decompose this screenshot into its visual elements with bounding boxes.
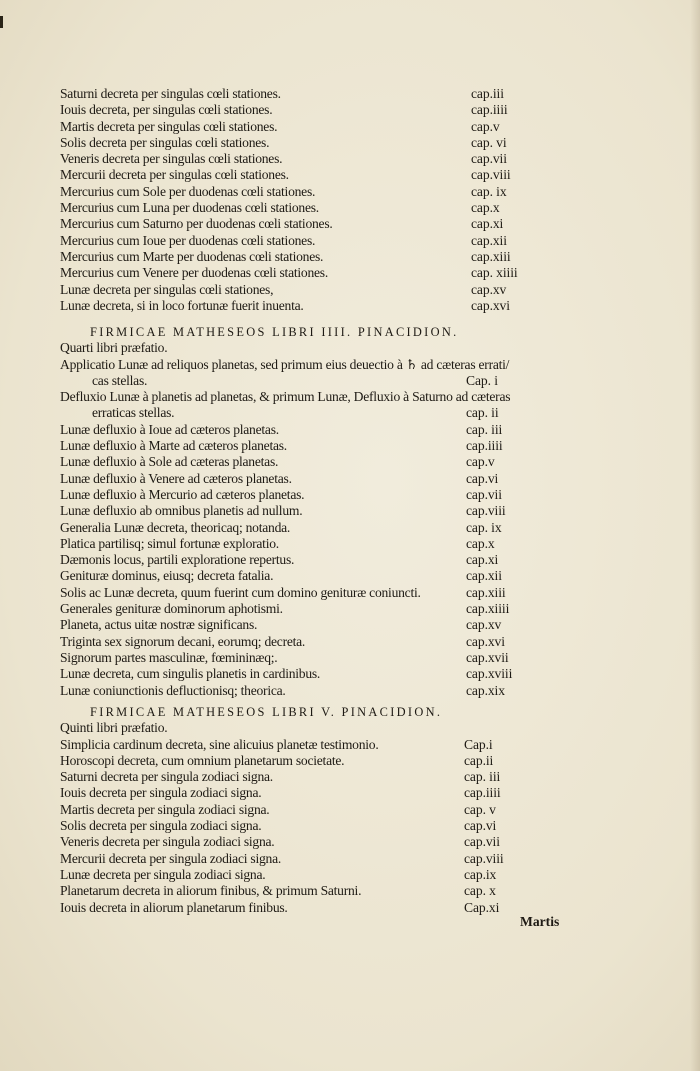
contents-entry xyxy=(0,405,700,421)
chapter-reference: cap.xix xyxy=(466,682,505,698)
chapter-reference: cap.vi xyxy=(466,470,499,486)
entry-title: Solis ac Lunæ decreta, quum fuerint cum domino genituræ coniuncti. xyxy=(60,584,421,600)
chapter-reference: Cap.xi xyxy=(464,899,500,915)
contents-entry xyxy=(0,585,700,601)
chapter-reference: cap.iiii xyxy=(471,102,508,118)
entry-title: Mercurius cum Venere per duodenas cœli stationes. xyxy=(60,265,328,281)
preface-line xyxy=(0,340,700,356)
entry-title: Signorum partes masculinæ, fœmininæq;. xyxy=(60,649,278,665)
contents-entry xyxy=(0,422,700,438)
entry-title: Platica partilisq; simul fortunæ exploratio. xyxy=(60,535,279,551)
chapter-reference: cap.iii xyxy=(471,86,504,101)
chapter-reference: cap.xv xyxy=(471,281,507,297)
chapter-reference: Cap.i xyxy=(464,736,493,752)
chapter-reference: cap.x xyxy=(466,535,495,551)
entry-title: Mercurius cum Saturno per duodenas cœli stationes. xyxy=(60,216,333,232)
chapter-reference: cap.x xyxy=(471,200,500,216)
entry-title: Generales genituræ dominorum aphotismi. xyxy=(60,601,283,617)
contents-entry xyxy=(0,357,700,373)
contents-entry xyxy=(0,634,700,650)
chapter-reference: cap.xii xyxy=(471,232,507,248)
section-heading xyxy=(0,704,700,720)
contents-entry xyxy=(0,617,700,633)
contents-entry xyxy=(0,471,700,487)
entry-title: Veneris decreta per singula zodiaci signa. xyxy=(60,834,275,850)
contents-section-liber-v xyxy=(0,704,700,916)
preface-text: Quinti libri præfatio. xyxy=(60,720,168,736)
entry-title: Defluxio Lunæ à planetis ad planetas, & primum Lunæ, Defluxio à Saturno ad cæteras xyxy=(60,389,511,405)
contents-entry xyxy=(0,769,700,785)
contents-entry xyxy=(0,683,700,699)
contents-entry xyxy=(0,834,700,850)
entry-title: Applicatio Lunæ ad reliquos planetas, sed primum eius deuectio à ♄ ad cæteras errati/ xyxy=(60,356,510,372)
chapter-reference: cap. xiiii xyxy=(471,265,518,281)
contents-list xyxy=(0,357,700,699)
chapter-reference: cap.xvii xyxy=(466,649,509,665)
preface-text: Quarti libri præfatio. xyxy=(60,340,168,356)
contents-entry xyxy=(0,851,700,867)
chapter-reference: cap.xi xyxy=(471,216,504,232)
chapter-reference: cap.viii xyxy=(466,503,506,519)
entry-title: Mercurius cum Sole per duodenas cœli stationes. xyxy=(60,183,316,199)
chapter-reference: cap. x xyxy=(464,883,496,899)
chapter-reference: cap. vi xyxy=(471,134,507,150)
entry-title: Iouis decreta per singula zodiaci signa. xyxy=(60,785,262,801)
chapter-reference: cap.xi xyxy=(466,552,499,568)
entry-title: Triginta sex signorum decani, eorumq; decreta. xyxy=(60,633,306,649)
entry-title: Planetarum decreta in aliorum finibus, & primum Saturni. xyxy=(60,883,362,899)
chapter-reference: cap.xiii xyxy=(471,248,511,264)
heading-text: FIRMICAE MATHESEOS LIBRI V. PINACIDION. xyxy=(90,705,443,719)
contents-entry xyxy=(0,568,700,584)
contents-entry xyxy=(0,265,700,281)
contents-section-liber-iiii xyxy=(0,324,700,699)
contents-entry xyxy=(0,818,700,834)
entry-title: Veneris decreta per singulas cœli stationes. xyxy=(60,151,283,167)
contents-entry xyxy=(0,454,700,470)
entry-title: Mercurii decreta per singulas cœli stationes. xyxy=(60,167,289,183)
entry-title: Simplicia cardinum decreta, sine alicuius planetæ testimonio. xyxy=(60,736,379,752)
section-heading xyxy=(0,324,700,340)
entry-title: Dæmonis locus, partili exploratione repertus. xyxy=(60,552,295,568)
entry-title: Horoscopi decreta, cum omnium planetarum societate. xyxy=(60,752,345,768)
contents-entry xyxy=(0,135,700,151)
entry-title: Lunæ defluxio à Ioue ad cæteros planetas. xyxy=(60,421,279,437)
chapter-reference: Cap. i xyxy=(466,372,498,388)
chapter-reference: cap.viii xyxy=(471,167,511,183)
chapter-reference: cap.vii xyxy=(464,834,500,850)
contents-entry xyxy=(0,867,700,883)
entry-title: Mercurius cum Ioue per duodenas cœli stationes. xyxy=(60,232,316,248)
entry-title: Martis decreta per singula zodiaci signa. xyxy=(60,801,270,817)
binding-mark xyxy=(0,16,3,28)
chapter-reference: cap.xiiii xyxy=(466,601,510,617)
entry-title: Lunæ defluxio à Sole ad cæteras planetas. xyxy=(60,454,279,470)
entry-title: Saturni decreta per singula zodiaci signa. xyxy=(60,769,273,785)
contents-entry xyxy=(0,601,700,617)
contents-entry xyxy=(0,102,700,118)
chapter-reference: cap.vii xyxy=(471,151,507,167)
entry-title: Solis decreta per singula zodiaci signa. xyxy=(60,818,262,834)
contents-entry xyxy=(0,249,700,265)
heading-text: FIRMICAE MATHESEOS LIBRI IIII. PINACIDION. xyxy=(90,325,459,339)
entry-title: Lunæ decreta per singulas cœli stationes, xyxy=(60,281,274,297)
entry-title: Lunæ defluxio à Mercurio ad cæteros planetas. xyxy=(60,486,305,502)
contents-entry xyxy=(0,233,700,249)
contents-entry xyxy=(0,883,700,899)
entry-title: erraticas stellas. xyxy=(92,405,175,421)
contents-entry xyxy=(0,438,700,454)
contents-entry xyxy=(0,487,700,503)
chapter-reference: cap.iiii xyxy=(466,438,503,454)
entry-title: Martis decreta per singulas cœli stationes. xyxy=(60,118,278,134)
preface-line xyxy=(0,720,700,736)
chapter-reference: cap.ix xyxy=(464,866,497,882)
entry-title: Saturni decreta per singulas cœli stationes. xyxy=(60,86,281,101)
contents-entry xyxy=(0,216,700,232)
entry-title: Lunæ defluxio ab omnibus planetis ad nullum. xyxy=(60,503,303,519)
contents-section-liber-iii xyxy=(0,86,700,314)
contents-list xyxy=(0,737,700,916)
chapter-reference: cap. v xyxy=(464,801,496,817)
contents-entry xyxy=(0,373,700,389)
contents-entry xyxy=(0,536,700,552)
entry-title: Mercurii decreta per singula zodiaci signa. xyxy=(60,850,282,866)
entry-title: Lunæ decreta per singula zodiaci signa. xyxy=(60,866,266,882)
chapter-reference: cap. ix xyxy=(466,519,502,535)
chapter-reference: cap.viii xyxy=(464,850,504,866)
contents-entry xyxy=(0,802,700,818)
chapter-reference: cap.xvi xyxy=(471,297,510,313)
entry-title: Lunæ decreta, si in loco fortunæ fuerit inuenta. xyxy=(60,297,304,313)
entry-title: Lunæ decreta, cum singulis planetis in cardinibus. xyxy=(60,666,321,682)
entry-title: Solis decreta per singulas cœli stationes. xyxy=(60,134,270,150)
contents-entry xyxy=(0,184,700,200)
contents-entry xyxy=(0,389,700,405)
chapter-reference: cap. ix xyxy=(471,183,507,199)
contents-entry xyxy=(0,167,700,183)
entry-title: Generalia Lunæ decreta, theoricaq; notanda. xyxy=(60,519,291,535)
entry-title: Mercurius cum Luna per duodenas cœli stationes. xyxy=(60,200,319,216)
chapter-reference: cap.xviii xyxy=(466,666,513,682)
contents-entry xyxy=(0,119,700,135)
entry-title: Genituræ dominus, eiusq; decreta fatalia. xyxy=(60,568,274,584)
contents-entry xyxy=(0,900,700,916)
contents-entry xyxy=(0,666,700,682)
contents-entry xyxy=(0,298,700,314)
contents-entry xyxy=(0,86,700,102)
chapter-reference: cap.ii xyxy=(464,752,494,768)
chapter-reference: cap.xiii xyxy=(466,584,506,600)
contents-entry xyxy=(0,200,700,216)
chapter-reference: cap.v xyxy=(466,454,495,470)
entry-title: Planeta, actus uitæ nostræ significans. xyxy=(60,617,258,633)
chapter-reference: cap.iiii xyxy=(464,785,501,801)
entry-title: Mercurius cum Marte per duodenas cœli stationes. xyxy=(60,248,324,264)
chapter-reference: cap.vi xyxy=(464,818,497,834)
chapter-reference: cap. ii xyxy=(466,405,499,421)
entry-title: Iouis decreta, per singulas cœli stationes. xyxy=(60,102,273,118)
chapter-reference: cap. iii xyxy=(464,769,501,785)
chapter-reference: cap. iii xyxy=(466,421,503,437)
contents-entry xyxy=(0,151,700,167)
chapter-reference: cap.xii xyxy=(466,568,502,584)
contents-entry xyxy=(0,520,700,536)
contents-entry xyxy=(0,785,700,801)
contents-entry xyxy=(0,753,700,769)
entry-title: Lunæ defluxio à Marte ad cæteros planetas. xyxy=(60,438,287,454)
contents-entry xyxy=(0,650,700,666)
contents-entry xyxy=(0,552,700,568)
contents-entry xyxy=(0,737,700,753)
contents-entry xyxy=(0,282,700,298)
chapter-reference: cap.v xyxy=(471,118,500,134)
chapter-reference: cap.vii xyxy=(466,486,502,502)
entry-title: cas stellas. xyxy=(92,372,148,388)
entry-title: Lunæ defluxio à Venere ad cæteros planetas. xyxy=(60,470,292,486)
chapter-reference: cap.xvi xyxy=(466,633,505,649)
chapter-reference: cap.xv xyxy=(466,617,502,633)
entry-title: Iouis decreta in aliorum planetarum finibus. xyxy=(60,899,288,915)
catchword: Martis xyxy=(520,914,560,929)
contents-entry xyxy=(0,503,700,519)
entry-title: Lunæ coniunctionis defluctionisq; theorica. xyxy=(60,682,286,698)
